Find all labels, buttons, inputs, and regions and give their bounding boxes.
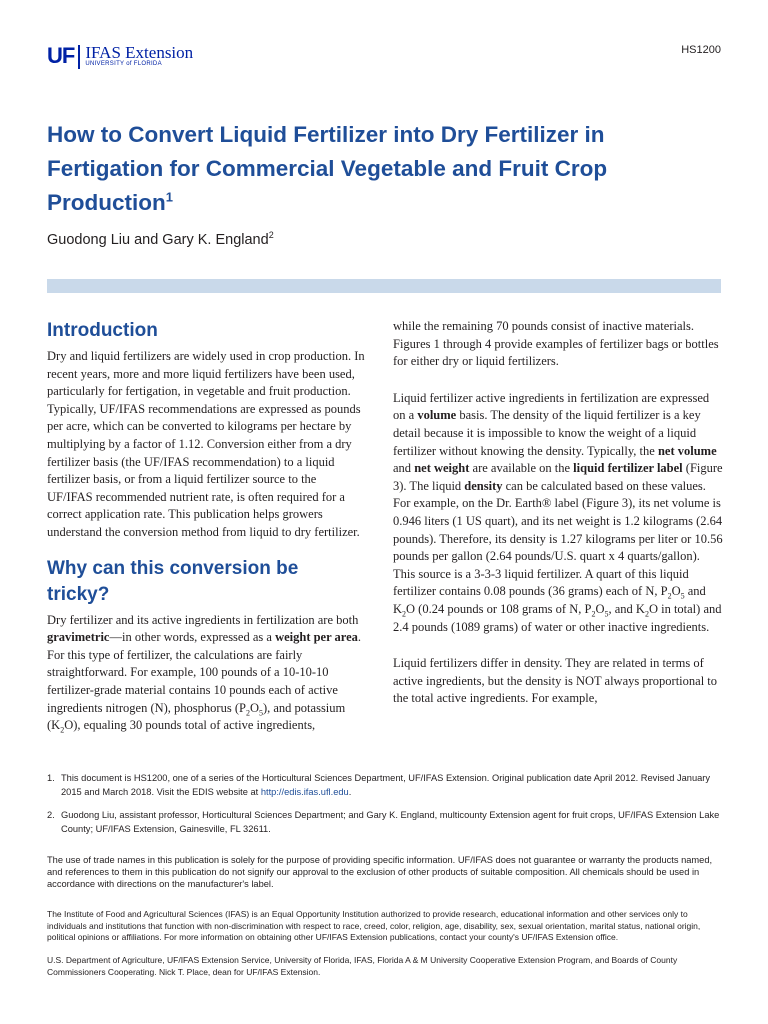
- right-column: [393, 318, 723, 708]
- edis-website-link[interactable]: http://edis.ifas.ufl.edu: [260, 786, 349, 797]
- keyword-liquid-fertilizer-label: liquid fertilizer label: [573, 461, 683, 476]
- why-paragraph: Dry fertilizer and its active ingredients in fertilization are both gravimetric—in other words, expressed as a weight per area. For this type of fertilizer, the calculations are fairly straightforward. For example, 100 pounds of a 10-10-10 fertilizer-grade material contains 10 pounds each of active ingredients nitrogen (N), phosphorus $(P_2O_5)$, and potassium $(K_2O)$, equaling 30 pounds total of active ingredients,: [47, 612, 362, 735]
- logo-university: UNIVERSITY of FLORIDA: [85, 61, 162, 67]
- section-divider-bar: [47, 279, 721, 293]
- keyword-net-weight: net weight: [414, 461, 470, 476]
- right-paragraph-2: Liquid fertilizer active ingredients in fertilization are expressed on a volume basis. The density of the liquid fertilizer is a key detail because it is impossible to know the weight of a liquid fertilizer without knowing the density. Typically, the net volume and net weight are available on the liquid fertilizer label (Figure 3). The liquid density can be calculated based on these values. For example, on the Dr. Earth® label (Figure 3), its net volume is 0.946 liters (1 US quart), and its net weight is 1.2 kilograms (2.64 pounds). Therefore, its density is 1.27 kilograms per liter or 10.56 pounds per gallon (2.64 pounds/U.S. quart x 4 quarts/gallon). This source is a 3-3-3 liquid fertilizer. A quart of this liquid fertilizer contains 0.08 pounds (36 grams) each of N, $P_2O_5$ and $K_2O$ (0.24 pounds or 108 grams of N, $P_2O_5$, and $K_2O$ in total) and 2.4 pounds (1089 grams) of water or other inactive ingredients.: [393, 390, 723, 634]
- footnote-2-number: 2.: [47, 810, 55, 820]
- title-text: How to Convert Liquid Fertilizer into Dry Fertilizer in Fertigation for Commercial Vegetable and Fruit Crop Production: [47, 122, 608, 215]
- equal-opportunity-statement: The Institute of Food and Agricultural Sciences (IFAS) is an Equal Opportunity Institution authorized to provide research, educational information and other services only to individuals and institutions that function with non-discrimination with respect to race, creed, color, religion, age, disability, sex, sexual orientation, marital status, national origin, political opinions or affiliations. For more information on obtaining other UF/IFAS Extension publications, contact your county's UF/IFAS Extension office.: [47, 909, 701, 943]
- uf-ifas-logo: [47, 44, 193, 70]
- document-title: [47, 118, 727, 220]
- title-footnote-mark: 1: [165, 189, 173, 205]
- right-paragraph-3: Liquid fertilizers differ in density. They are related in terms of active ingredients, but the density is NOT always proportional to the total active ingredients. For example,: [393, 656, 718, 706]
- footnote-2: [47, 809, 721, 836]
- logo-divider: [78, 45, 80, 69]
- logo-ifas-extension: IFAS Extension: [85, 43, 194, 62]
- right-paragraph-1: while the remaining 70 pounds consist of inactive materials. Figures 1 through 4 provide examples of fertilizer bags or bottles for either dry or liquid fertilizers.: [393, 319, 719, 369]
- heading-why-tricky: Why can this conversion be tricky?: [47, 557, 299, 605]
- authors: [47, 230, 274, 248]
- footnote-2-text: Guodong Liu, assistant professor, Horticultural Sciences Department; and Gary K. England, multicounty Extension agent for fruit crops, UF/IFAS Extension Lake County; UF/IFAS Extension, Gainesville, FL 32611.: [61, 810, 720, 834]
- authors-text: Guodong Liu and Gary K. England: [47, 231, 269, 248]
- keyword-gravimetric: gravimetric: [47, 630, 110, 645]
- keyword-volume: volume: [417, 408, 457, 423]
- usda-cooperation-statement: U.S. Department of Agriculture, UF/IFAS Extension Service, University of Florida, IFAS, Florida A & M University Cooperative Extension Program, and Boards of County Commissioners Cooperating. Nick T. Place, dean for UF/IFAS Extension.: [47, 955, 678, 977]
- trade-name-disclaimer: The use of trade names in this publication is solely for the purpose of providing specific information. UF/IFAS does not guarantee or warranty the products named, and references to them in this publication do not signify our approval to the exclusion of other products of suitable composition. All chemicals should be used in accordance with directions on the manufacturer's label.: [47, 855, 713, 889]
- authors-footnote-mark: 2: [268, 230, 274, 240]
- intro-paragraph: Dry and liquid fertilizers are widely used in crop production. In recent years, more and more liquid fertilizers have been used, particularly for fertigation, in vegetable and fruit production. Typically, UF/IFAS recommendations are expressed as pounds per acre, which can be converted to kilograms per hectare by multiplying by a factor of 1.12. Conversion either from a dry fertilizer basis (the UF/IFAS recommendation) to a liquid fertilizer basis, or from a liquid fertilizer source to the UF/IFAS recommended nutrient rate, is often required for a correct application rate. This publication helps growers understand the conversion method from liquid to dry fertilizer.: [47, 349, 365, 539]
- left-column: [47, 318, 365, 735]
- keyword-weight-per-area: weight per area: [275, 630, 358, 645]
- keyword-density: density: [464, 478, 503, 493]
- footnote-1: [47, 772, 721, 799]
- footnotes: [47, 772, 721, 846]
- publication-number: HS1200: [681, 44, 721, 56]
- keyword-net-volume: net volume: [657, 443, 717, 458]
- footnote-1-text: This document is HS1200, one of a series of the Horticultural Sciences Department, UF/IFAS Extension. Original publication date April 2012. Revised January 2015 and March 2018. Visit the EDIS website at http://edis.ifas.ufl.edu.: [61, 773, 711, 797]
- logo-text: [85, 44, 193, 68]
- heading-introduction: Introduction: [47, 320, 158, 341]
- footnote-1-number: 1.: [47, 773, 55, 783]
- uf-logo-mark: UF: [47, 43, 75, 68]
